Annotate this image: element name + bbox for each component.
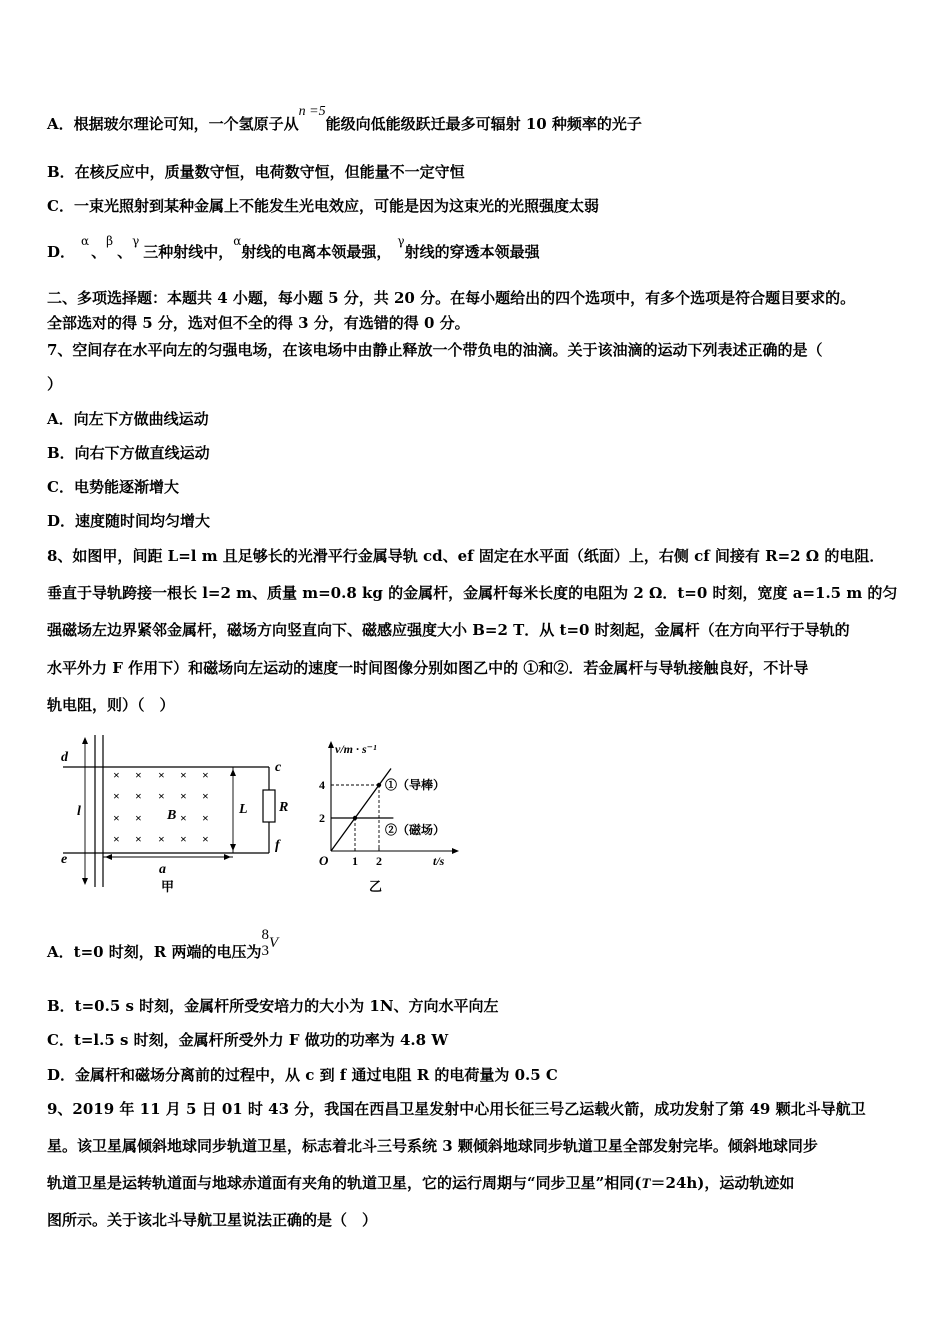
point-t2-v4 bbox=[377, 783, 381, 787]
alpha-symbol: α bbox=[81, 234, 90, 248]
svg-text:×: × bbox=[158, 768, 165, 782]
question-7-option-a: A．向左下方做曲线运动 bbox=[47, 410, 209, 428]
question-7-stem-end: ） bbox=[47, 375, 63, 393]
question-8-option-d: D．金属杆和磁场分离前的过程中，从 c 到 f 通过电阻 R 的电荷量为 0.5 C bbox=[47, 1066, 558, 1084]
svg-text:×: × bbox=[180, 832, 187, 846]
y-axis-label: v/m · s⁻¹ bbox=[335, 742, 377, 756]
option-d-text: 三种射线中， bbox=[143, 243, 234, 261]
svg-text:×: × bbox=[113, 811, 120, 825]
option-a-text-tail: 能级向低能级跃迁最多可辐射 10 种频率的光子 bbox=[325, 115, 642, 133]
fraction-8-over-3 bbox=[261, 927, 269, 959]
svg-text:×: × bbox=[113, 832, 120, 846]
x-tick-label: 2 bbox=[376, 854, 382, 868]
svg-text:×: × bbox=[158, 832, 165, 846]
question-7-option-b: B．向右下方做直线运动 bbox=[47, 444, 210, 462]
question-8-option-c: C．t=l.5 s 时刻，金属杆所受外力 F 做功的功率为 4.8 W bbox=[47, 1031, 449, 1049]
question-9-stem-line3 bbox=[47, 1173, 794, 1194]
svg-text:×: × bbox=[180, 768, 187, 782]
svg-text:×: × bbox=[158, 789, 165, 803]
label-field-width: a bbox=[159, 862, 166, 877]
alpha-symbol: α bbox=[233, 234, 242, 248]
option-d-text: 射线的电离本领最强， bbox=[241, 243, 392, 261]
option-a-text: A．根据玻尔理论可知，一个氢原子从 bbox=[47, 115, 299, 133]
question-7-stem: 7、空间存在水平向左的匀强电场，在该电场中由静止释放一个带负电的油滴。关于该油滴的运动下列表述正确的是（ bbox=[47, 341, 823, 359]
period-symbol: T bbox=[641, 1176, 651, 1192]
separator: 、 bbox=[117, 243, 133, 261]
question-8-option-a bbox=[47, 927, 279, 969]
figure-jia-circuit bbox=[55, 735, 305, 895]
question-8-stem-line4: 水平外力 F 作用下）和磁场向左运动的速度一时间图像分别如图乙中的 ①和②．若金属杆与导轨接触良好，不计导 bbox=[47, 659, 809, 677]
svg-text:×: × bbox=[113, 768, 120, 782]
x-axis-label: t/s bbox=[433, 854, 445, 868]
numerator: 8 bbox=[261, 927, 269, 943]
unit-volt: V bbox=[268, 935, 279, 951]
x-tick-label: 1 bbox=[352, 854, 358, 868]
label-rail-spacing: L bbox=[239, 802, 248, 817]
beta-symbol: β bbox=[106, 234, 114, 248]
option-a-q6 bbox=[47, 104, 642, 136]
section-heading: 二、多项选择题：本题共 4 小题，每小题 5 分，共 20 分。在每小题给出的四个选项中，有多个选项是符合题目要求的。 bbox=[47, 289, 856, 307]
question-9-stem-line4: 图所示。关于该北斗导航卫星说法正确的是（ ） bbox=[47, 1211, 378, 1229]
question-9-stem-line2: 星。该卫星属倾斜地球同步轨道卫星，标志着北斗三号系统 3 颗倾斜地球同步轨道卫星全部发射完毕。倾斜地球同步 bbox=[47, 1137, 818, 1155]
gamma-symbol: γ bbox=[397, 234, 405, 248]
magnetic-field-marks bbox=[113, 768, 209, 846]
option-d-label: D． bbox=[47, 243, 76, 261]
section-instructions: 全部选对的得 5 分，选对但不全的得 3 分，有选错的得 0 分。 bbox=[47, 314, 470, 332]
series-1-label: ①（导棒） bbox=[385, 778, 446, 792]
caption-yi: 乙 bbox=[369, 879, 383, 894]
svg-text:×: × bbox=[135, 768, 142, 782]
figure-yi-vt-graph bbox=[305, 735, 475, 895]
svg-text:×: × bbox=[202, 768, 209, 782]
question-7-option-c: C．电势能逐渐增大 bbox=[47, 478, 179, 496]
math-n-equals-5: n =5 bbox=[298, 104, 326, 119]
option-b-q6: B．在核反应中，质量数守恒，电荷数守恒，但能量不一定守恒 bbox=[47, 163, 465, 181]
option-d-q6 bbox=[47, 234, 540, 263]
stem-text: ＝24h)，运动轨迹如 bbox=[650, 1174, 795, 1192]
svg-text:×: × bbox=[180, 811, 187, 825]
label-field-B: B bbox=[167, 808, 177, 823]
svg-text:×: × bbox=[180, 789, 187, 803]
svg-text:×: × bbox=[113, 789, 120, 803]
question-9-stem-line1: 9、2019 年 11 月 5 日 01 时 43 分，我国在西昌卫星发射中心用长征三号乙运载火箭，成功发射了第 49 颗北斗导航卫 bbox=[47, 1100, 866, 1118]
separator: 、 bbox=[91, 243, 107, 261]
y-tick-label: 2 bbox=[319, 811, 325, 825]
series-line-1 bbox=[331, 769, 391, 852]
denominator: 3 bbox=[261, 943, 269, 959]
question-8-stem-line5: 轨电阻，则）（ ） bbox=[47, 696, 175, 714]
svg-text:×: × bbox=[135, 832, 142, 846]
question-8-stem-line1: 8、如图甲，间距 L=l m 且足够长的光滑平行金属导轨 cd、ef 固定在水平面（纸面）上，右侧 cf 间接有 R=2 Ω 的电阻． bbox=[47, 547, 885, 565]
question-8-stem-line3: 强磁场左边界紧邻金属杆，磁场方向竖直向下、磁感应强度大小 B=2 T．从 t=0 时刻起，金属杆（在方向平行于导轨的 bbox=[47, 621, 850, 639]
label-e: e bbox=[61, 852, 68, 867]
svg-text:×: × bbox=[202, 811, 209, 825]
gamma-symbol: γ bbox=[132, 234, 140, 248]
label-d: d bbox=[61, 750, 68, 765]
option-d-text: 射线的穿透本领最强 bbox=[404, 243, 540, 261]
caption-jia: 甲 bbox=[161, 879, 175, 894]
y-tick-label: 4 bbox=[319, 778, 325, 792]
option-a-text: A．t=0 时刻，R 两端的电压为 bbox=[47, 943, 262, 961]
origin-label: O bbox=[319, 853, 329, 868]
question-7-option-d: D．速度随时间均匀增大 bbox=[47, 512, 211, 530]
label-c: c bbox=[275, 760, 282, 775]
svg-text:×: × bbox=[202, 832, 209, 846]
series-2-label: ②（磁场） bbox=[385, 823, 446, 837]
label-resistor: R bbox=[279, 800, 289, 815]
question-8-option-b: B．t=0.5 s 时刻，金属杆所受安培力的大小为 1N、方向水平向左 bbox=[47, 997, 499, 1015]
label-rod-length: l bbox=[77, 804, 81, 819]
svg-text:×: × bbox=[135, 811, 142, 825]
point-t1-v2 bbox=[353, 816, 357, 820]
svg-text:×: × bbox=[135, 789, 142, 803]
label-f: f bbox=[275, 838, 280, 853]
stem-text: 轨道卫星是运转轨道面与地球赤道面有夹角的轨道卫星，它的运行周期与“同步卫星”相同( bbox=[47, 1174, 642, 1192]
svg-text:×: × bbox=[202, 789, 209, 803]
question-8-stem-line2: 垂直于导轨跨接一根长 l=2 m、质量 m=0.8 kg 的金属杆，金属杆每米长度的电阻为 2 Ω．t=0 时刻，宽度 a=1.5 m 的匀 bbox=[47, 584, 898, 602]
option-c-q6: C．一束光照射到某种金属上不能发生光电效应，可能是因为这束光的光照强度太弱 bbox=[47, 197, 599, 215]
